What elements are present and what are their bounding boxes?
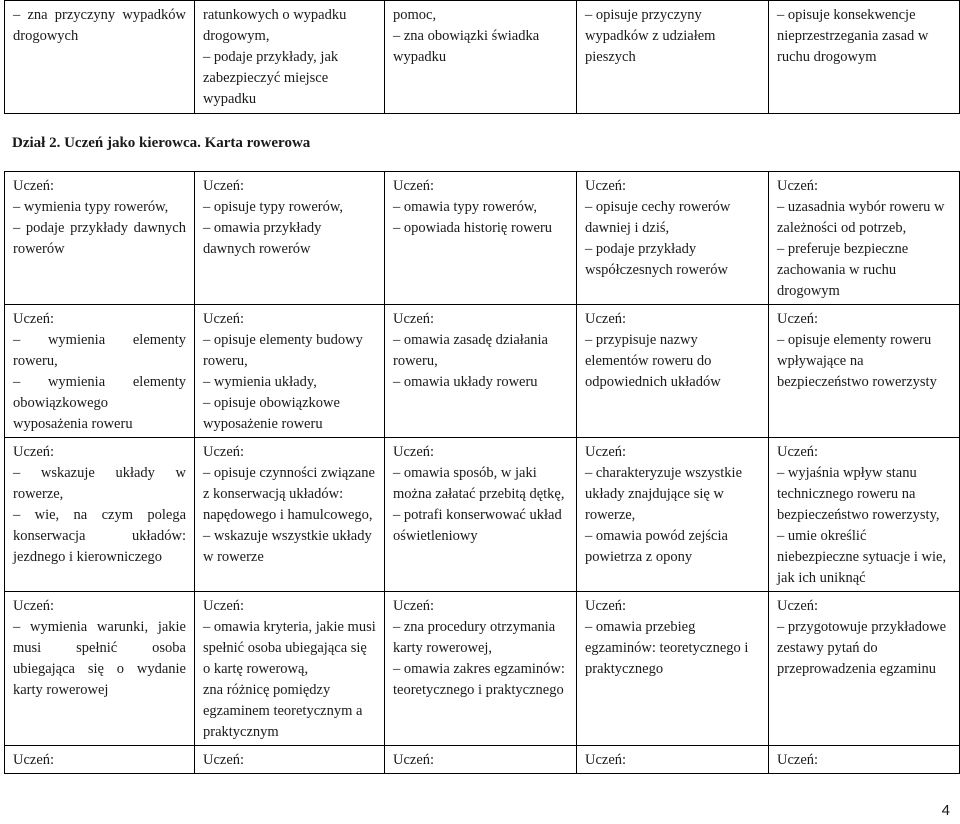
table-cell [385, 1, 577, 114]
table-cell [769, 592, 960, 746]
table-row [5, 592, 960, 746]
table-cell [769, 438, 960, 592]
cell-text: Uczeń: [393, 752, 435, 768]
cell-text: Uczeń: – omawia kryteria, jakie musi spełnić osoba ubiegająca się o kartę rowerową, zna różnicę pomiędzy egzaminem teoretycznym a praktycznym [203, 598, 376, 740]
table-cell [385, 172, 577, 305]
cell-text: – opisuje konsekwencje nieprzestrzegania zasad w ruchu drogowym [777, 7, 932, 65]
cell-text: Uczeń: [585, 752, 627, 768]
cell-text: Uczeń: – wyjaśnia wpływ stanu technicznego roweru na bezpieczeństwo rowerzysty, – umie określić niebezpieczne sytuacje i wie, jak ich uniknąć [777, 444, 947, 586]
cell-text: Uczeń: – opisuje cechy rowerów dawniej i dziś, – podaje przykłady współczesnych rowerów [585, 178, 731, 278]
cell-text: – opisuje przyczyny wypadków z udziałem pieszych [585, 7, 720, 65]
table-cell [5, 438, 195, 592]
cell-text: pomoc, – zna obowiązki świadka wypadku [393, 7, 540, 65]
table-row [5, 438, 960, 592]
cell-text: Uczeń: – opisuje typy rowerów, – omawia przykłady dawnych rowerów [203, 178, 344, 257]
table-cell [577, 592, 769, 746]
page-number: 4 [941, 802, 950, 819]
cell-text: Uczeń: – przygotowuje przykładowe zestawy pytań do przeprowadzenia egzaminu [777, 598, 947, 677]
cell-text: Uczeń: [777, 752, 819, 768]
table-cell [195, 746, 385, 774]
table-row [5, 305, 960, 438]
cell-text: Uczeń: – charakteryzuje wszystkie układy znajdujące się w rowerze, – omawia powód zejścia powietrza z opony [585, 444, 743, 565]
cell-text: Uczeń: – opisuje elementy roweru wpływające na bezpieczeństwo rowerzysty [777, 311, 937, 390]
table-cell [5, 1, 195, 114]
cell-text: ratunkowych o wypadku drogowym, – podaje przykłady, jak zabezpieczyć miejsce wypadku [203, 7, 347, 107]
table-cell [195, 172, 385, 305]
table-cell [5, 746, 195, 774]
cell-text: Uczeń: – omawia zasadę działania roweru, – omawia układy roweru [393, 311, 548, 390]
table-cell [5, 305, 195, 438]
cell-text: Uczeń: – wymienia elementy roweru, – wymienia elementy obowiązkowego wyposażenia roweru [13, 311, 186, 432]
table-cell [195, 1, 385, 114]
cell-text: – zna przyczyny wypadków drogowych [13, 7, 190, 44]
table-cell [195, 592, 385, 746]
table-row [5, 746, 960, 774]
table-cell [385, 438, 577, 592]
table-cell [195, 438, 385, 592]
table-cell [195, 305, 385, 438]
table-cell [385, 305, 577, 438]
table-cell [385, 746, 577, 774]
cell-text: Uczeń: – omawia typy rowerów, – opowiada historię roweru [393, 178, 553, 236]
table-cell [577, 172, 769, 305]
table-cell [769, 172, 960, 305]
main-table [4, 171, 960, 774]
cell-text: Uczeń: [13, 752, 55, 768]
table-cell [577, 438, 769, 592]
cell-text: Uczeń: – opisuje czynności związane z konserwacją układów: napędowego i hamulcowego, – wskazuje wszystkie układy w rowerze [203, 444, 375, 565]
cell-text: Uczeń: – omawia sposób, w jaki można załatać przebitą dętkę, – potrafi konserwować układ oświetleniowy [393, 444, 565, 544]
table-cell [5, 592, 195, 746]
table-cell [769, 1, 960, 114]
cell-text: Uczeń: – przypisuje nazwy elementów roweru do odpowiednich układów [585, 311, 721, 390]
table-cell [5, 172, 195, 305]
table-cell [577, 746, 769, 774]
table-row [5, 172, 960, 305]
cell-text: Uczeń: – wskazuje układy w rowerze, – wie, na czym polega konserwacja układów: jezdnego i kierowniczego [13, 444, 186, 565]
table-cell [577, 1, 769, 114]
table-cell [385, 592, 577, 746]
cell-text: Uczeń: – uzasadnia wybór roweru w zależności od potrzeb, – preferuje bezpieczne zachowania w ruchu drogowym [777, 178, 945, 299]
table-row [5, 1, 960, 114]
top-table [4, 0, 960, 114]
table-cell [769, 746, 960, 774]
cell-text: Uczeń: – wymienia warunki, jakie musi spełnić osoba ubiegająca się o wydanie karty rowerowej [13, 598, 186, 698]
section-title: Dział 2. Uczeń jako kierowca. Karta rowerowa [12, 135, 311, 151]
cell-text: Uczeń: – zna procedury otrzymania karty rowerowej, – omawia zakres egzaminów: teoretycznego i praktycznego [393, 598, 565, 698]
table-cell [577, 305, 769, 438]
cell-text: Uczeń: – opisuje elementy budowy roweru, – wymienia układy, – opisuje obowiązkowe wyposażenie roweru [203, 311, 363, 432]
table-cell [769, 305, 960, 438]
cell-text: Uczeń: – omawia przebieg egzaminów: teoretycznego i praktycznego [585, 598, 749, 677]
cell-text: Uczeń: – wymienia typy rowerów, – podaje przykłady dawnych rowerów [13, 178, 186, 257]
cell-text: Uczeń: [203, 752, 245, 768]
